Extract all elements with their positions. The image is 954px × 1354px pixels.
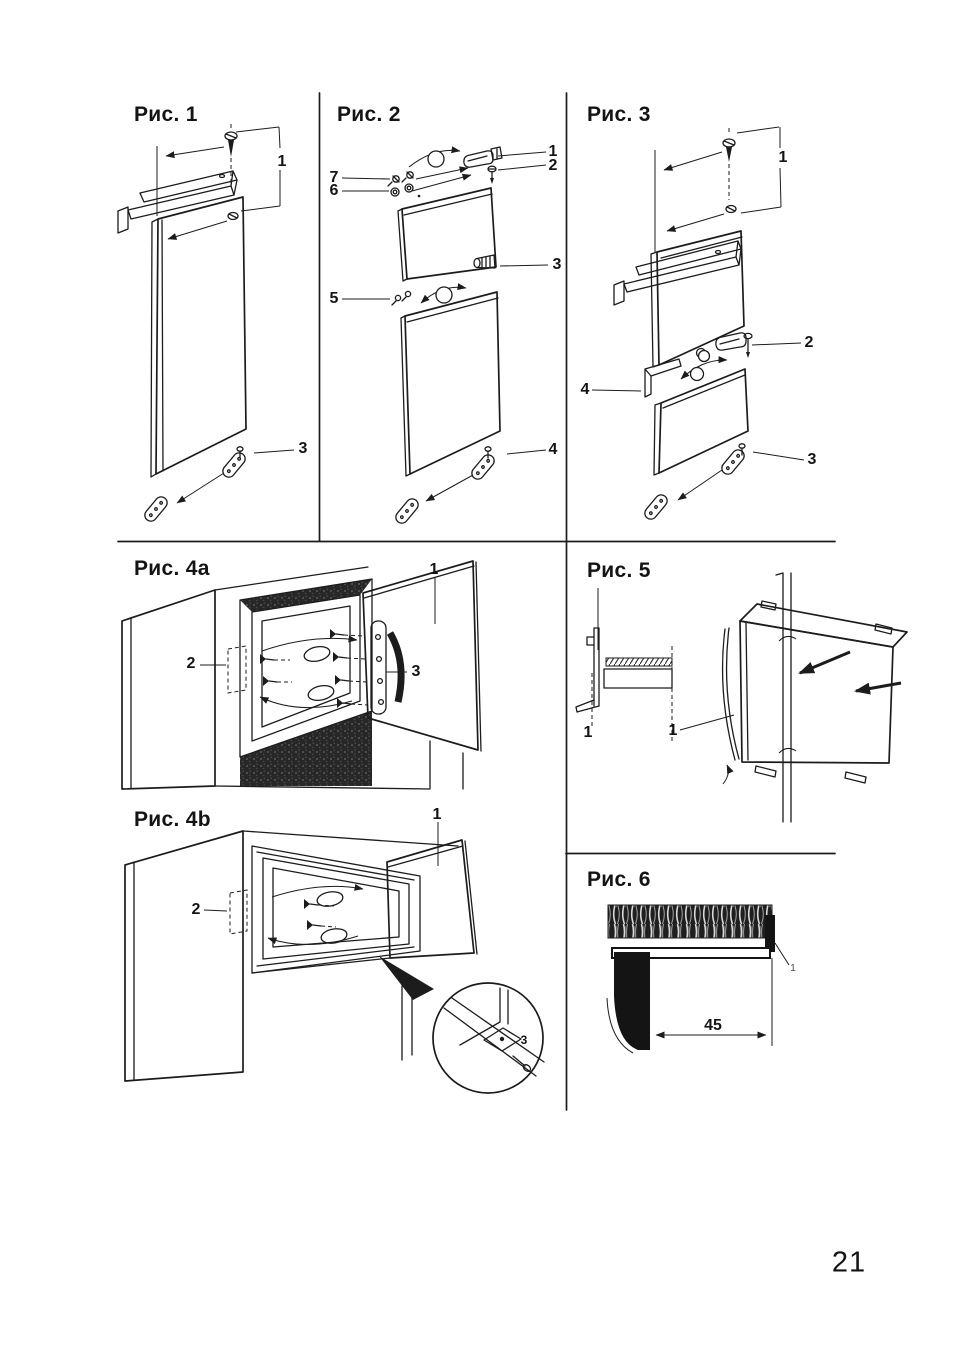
fig4b-screws <box>304 899 336 930</box>
fig3-callout-1: 1 <box>778 149 788 166</box>
fig6-callout-1: 1 <box>790 963 796 974</box>
fig1-callout-1: 1 <box>277 153 287 170</box>
fig2-callout-1: 1 <box>548 143 558 160</box>
fig2-drawing <box>342 147 548 526</box>
fig1-title: Рис. 1 <box>134 103 198 126</box>
page-number: 21 <box>831 1246 867 1279</box>
fig4a-callout-3: 3 <box>411 663 421 680</box>
fig4b-callout-1: 1 <box>432 806 442 823</box>
fig4a-title: Рис. 4a <box>134 557 210 580</box>
fig4b-title: Рис. 4b <box>134 808 211 831</box>
fig4a-callout-1: 1 <box>429 561 439 578</box>
fig2-callout-5: 5 <box>329 290 339 307</box>
fig6-dimension-label: 45 <box>704 1017 722 1034</box>
fig2-callout-6: 6 <box>329 182 339 199</box>
fig2-callout-4: 4 <box>548 441 558 458</box>
fig1-drawing <box>118 124 294 524</box>
fig3-title: Рис. 3 <box>587 103 651 126</box>
fig4b-callout-3: 3 <box>520 1033 528 1047</box>
fig4b-drawing <box>125 822 544 1093</box>
fig5-title: Рис. 5 <box>587 559 651 582</box>
fig2-title: Рис. 2 <box>337 103 401 126</box>
fig3-callout-4: 4 <box>580 381 590 398</box>
fig3-callout-2: 2 <box>804 334 814 351</box>
fig4b-callout-2: 2 <box>191 901 201 918</box>
fig2-callout-2: 2 <box>548 157 558 174</box>
fig2-callout-3: 3 <box>552 256 562 273</box>
fig4a-drawing <box>122 561 481 789</box>
fig6-drawing <box>607 905 789 1053</box>
fig4a-callout-2: 2 <box>186 655 196 672</box>
fig3-drawing <box>592 127 804 522</box>
fig6-title: Рис. 6 <box>587 868 651 891</box>
fig5-callout-right-1: 1 <box>668 722 678 739</box>
fig5-callout-left-1: 1 <box>583 724 593 741</box>
fig2-callout-7: 7 <box>329 169 339 186</box>
fig1-callout-3: 3 <box>298 440 308 457</box>
fig5-drawing <box>576 573 907 822</box>
fig4a-screws <box>260 629 368 708</box>
fig3-callout-3: 3 <box>807 451 817 468</box>
